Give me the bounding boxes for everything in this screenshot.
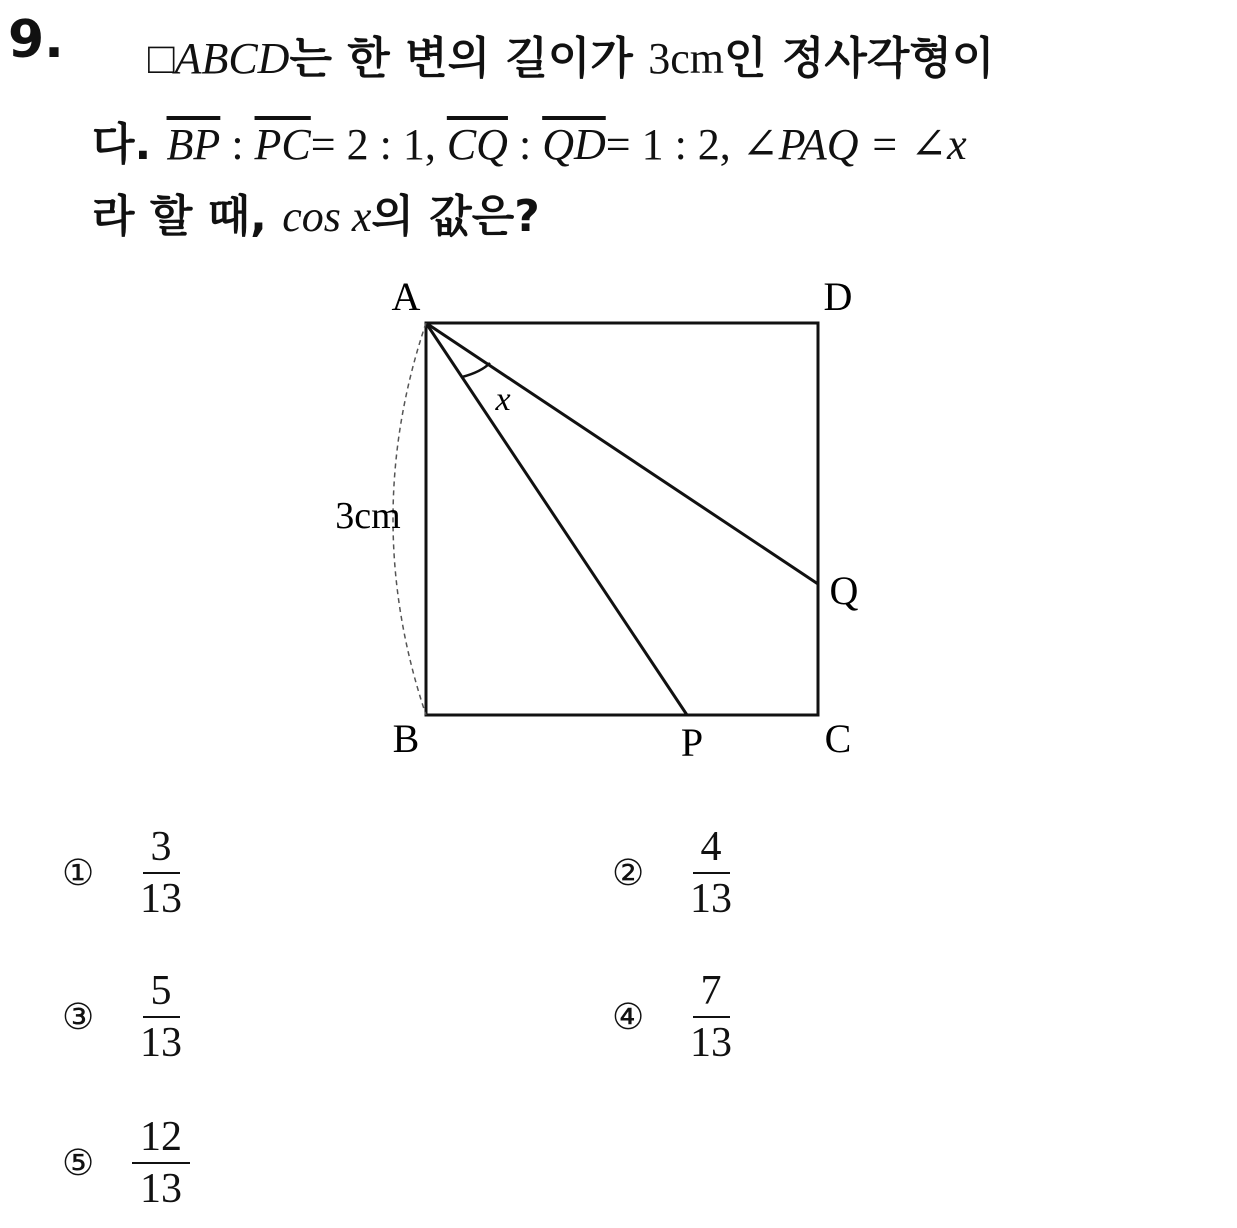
numerator: 4 bbox=[693, 822, 730, 874]
square-name: □ABCD bbox=[148, 34, 290, 83]
question-text-3b: 의 값은? bbox=[371, 191, 540, 242]
label-side-length: 3cm bbox=[335, 495, 401, 537]
denominator: 13 bbox=[690, 1020, 732, 1066]
numerator: 12 bbox=[132, 1112, 190, 1164]
label-p: P bbox=[680, 720, 704, 765]
question-text-3a: 라 할 때, bbox=[92, 191, 283, 242]
segment-pc: $\overline{PC}$ bbox=[254, 120, 311, 169]
label-d: D bbox=[823, 274, 853, 319]
label-x: x bbox=[495, 381, 511, 418]
question-text-2a: 다. bbox=[92, 119, 167, 170]
colon-1: : bbox=[220, 120, 255, 169]
label-q: Q bbox=[829, 568, 859, 613]
choice-marker: ⑤ bbox=[62, 1142, 95, 1184]
numerator: 7 bbox=[693, 966, 730, 1018]
square-abcd bbox=[426, 323, 818, 715]
choice-fraction bbox=[132, 822, 190, 924]
ratio-1: = 2 : 1, bbox=[310, 120, 447, 169]
question-text-1a: 는 한 변의 길이가 bbox=[289, 33, 649, 84]
numerator: 3 bbox=[143, 822, 180, 874]
ratio-2: = 1 : 2, bbox=[605, 120, 742, 169]
denominator: 13 bbox=[140, 1166, 182, 1212]
denominator: 13 bbox=[140, 1020, 182, 1066]
angle-x-arc bbox=[462, 363, 490, 377]
segment-qd: $\overline{QD}$ bbox=[542, 120, 606, 169]
colon-2: : bbox=[507, 120, 543, 169]
cos-expression: cos x bbox=[282, 192, 372, 241]
choice-marker: ① bbox=[62, 852, 95, 894]
angle-condition: ∠PAQ = ∠x bbox=[741, 120, 967, 169]
choice-1[interactable] bbox=[62, 822, 190, 924]
choice-fraction bbox=[682, 822, 740, 924]
choice-fraction bbox=[682, 966, 740, 1068]
choice-2[interactable] bbox=[612, 822, 740, 924]
choice-marker: ③ bbox=[62, 996, 95, 1038]
segment-ap bbox=[426, 323, 687, 715]
question-text-1b: 인 정사각형이 bbox=[724, 33, 995, 84]
denominator: 13 bbox=[690, 876, 732, 922]
choice-fraction bbox=[132, 966, 190, 1068]
side-length: 3cm bbox=[648, 34, 725, 83]
denominator: 13 bbox=[140, 876, 182, 922]
choice-5[interactable] bbox=[62, 1112, 190, 1214]
choice-4[interactable] bbox=[612, 966, 740, 1068]
segment-aq bbox=[426, 323, 818, 584]
question-number: 9. bbox=[8, 10, 64, 70]
label-c: C bbox=[824, 716, 852, 761]
choice-3[interactable] bbox=[62, 966, 190, 1068]
label-b: B bbox=[392, 716, 420, 761]
choice-fraction bbox=[132, 1112, 190, 1214]
choice-marker: ④ bbox=[612, 996, 645, 1038]
segment-bp: $\overline{BP}$ bbox=[166, 120, 221, 169]
label-a: A bbox=[391, 274, 421, 319]
segment-cq: $\overline{CQ}$ bbox=[446, 120, 508, 169]
numerator: 5 bbox=[143, 966, 180, 1018]
choice-marker: ② bbox=[612, 852, 645, 894]
